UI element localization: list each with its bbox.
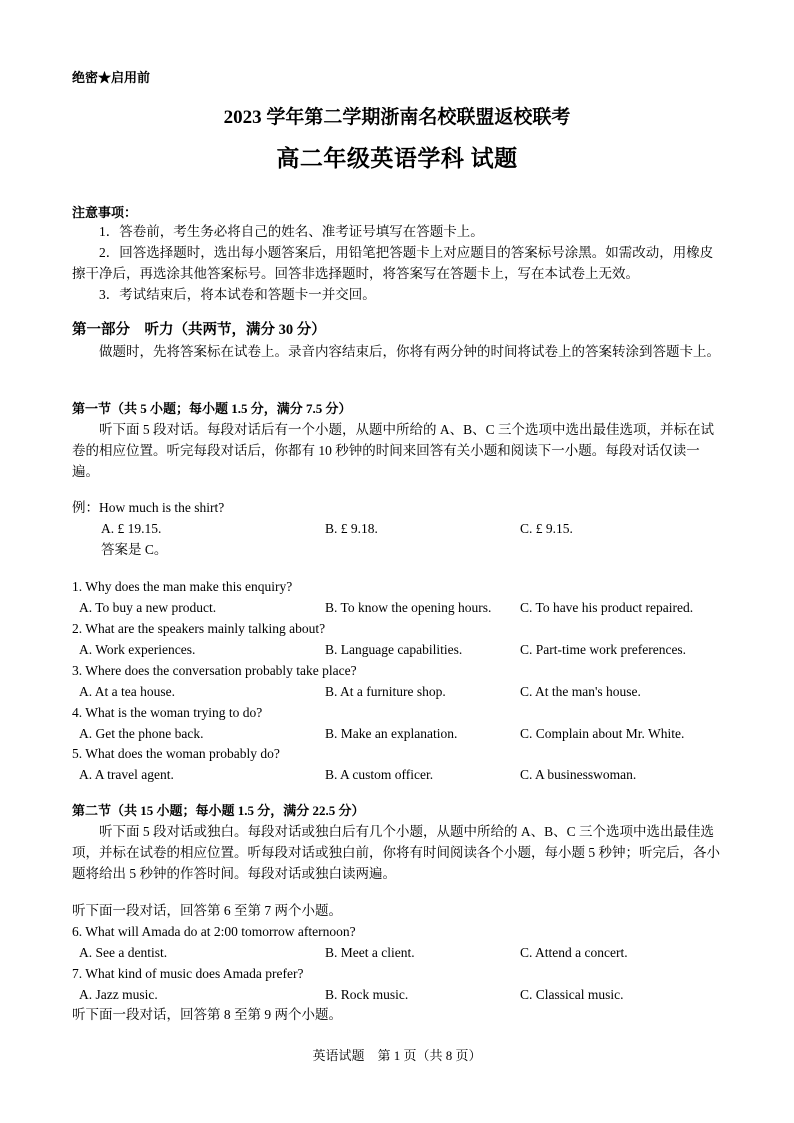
example-option-c: C. £ 9.15. bbox=[520, 521, 573, 536]
notes-heading: 注意事项： bbox=[72, 205, 138, 220]
question-3: 3. Where does the conversation probably take place? bbox=[72, 663, 357, 678]
exam-title: 2023 学年第二学期浙南名校联盟返校联考 bbox=[223, 107, 571, 128]
question-6-option-b: B. Meet a client. bbox=[325, 945, 415, 960]
example-option-a: A. £ 19.15. bbox=[101, 521, 162, 536]
section2-instruction: 听下面 5 段对话或独白。每段对话或独白后有几个小题，从题中所给的 A、B、C 三个选项中选出最佳选项，并标在试卷的相应位置。听每段对话或独白前，你将有时间阅读各个小题，每小题 5 秒钟；听完后，各小题将给出 5 秒钟的作答时间。每段对话或独白读两遍。 bbox=[72, 824, 720, 881]
question-1-option-c: C. To have his product repaired. bbox=[520, 600, 694, 615]
question-1: 1. Why does the man make this enquiry? bbox=[72, 579, 293, 594]
question-7-option-c: C. Classical music. bbox=[520, 987, 624, 1002]
notes-item-1: 1．答卷前，考生务必将自己的姓名、准考证号填写在答题卡上。 bbox=[99, 224, 484, 239]
question-3-option-c: C. At the man's house. bbox=[520, 684, 641, 699]
question-4: 4. What is the woman trying to do? bbox=[72, 705, 263, 720]
notes-item-3: 3．考试结束后，将本试卷和答题卡一并交回。 bbox=[99, 287, 376, 302]
question-7-option-a: A. Jazz music. bbox=[79, 987, 158, 1002]
example-question: 例：How much is the shirt? bbox=[72, 500, 225, 515]
question-6: 6. What will Amada do at 2:00 tomorrow afternoon? bbox=[72, 924, 356, 939]
part1-instruction: 做题时，先将答案标在试卷上。录音内容结束后，你将有两分钟的时间将试卷上的答案转涂到答题卡上。 bbox=[99, 344, 720, 359]
section1-heading: 第一节（共 5 小题；每小题 1.5 分，满分 7.5 分） bbox=[72, 401, 352, 416]
group2-lead: 听下面一段对话，回答第 8 至第 9 两个小题。 bbox=[72, 1007, 342, 1022]
question-2: 2. What are the speakers mainly talking about? bbox=[72, 621, 326, 636]
question-1-option-a: A. To buy a new product. bbox=[79, 600, 217, 615]
question-2-option-b: B. Language capabilities. bbox=[325, 642, 463, 657]
section1-instruction: 听下面 5 段对话。每段对话后有一个小题，从题中所给的 A、B、C 三个选项中选出最佳选项，并标在试卷的相应位置。听完每段对话后，你都有 10 秒钟的时间来回答有关小题和阅读下一小题。每段对话仅读一遍。 bbox=[72, 422, 715, 479]
section2-heading: 第二节（共 15 小题；每小题 1.5 分，满分 22.5 分） bbox=[72, 803, 365, 818]
part1-heading: 第一部分 听力（共两节，满分 30 分） bbox=[72, 322, 326, 338]
question-2-option-a: A. Work experiences. bbox=[79, 642, 196, 657]
group1-lead: 听下面一段对话，回答第 6 至第 7 两个小题。 bbox=[72, 903, 342, 918]
question-7-option-b: B. Rock music. bbox=[325, 987, 409, 1002]
notes-item-2: 2．回答选择题时，选出每小题答案后，用铅笔把答题卡上对应题目的答案标号涂黑。如需改动，用橡皮擦干净后，再选涂其他答案标号。回答非选择题时，将答案写在答题卡上，写在本试卷上无效。 bbox=[72, 245, 714, 281]
question-6-option-a: A. See a dentist. bbox=[79, 945, 168, 960]
question-1-option-b: B. To know the opening hours. bbox=[325, 600, 492, 615]
question-4-option-c: C. Complain about Mr. White. bbox=[520, 726, 685, 741]
secret-label: 绝密★启用前 bbox=[72, 70, 151, 85]
question-4-option-a: A. Get the phone back. bbox=[79, 726, 204, 741]
paper-title: 高二年级英语学科 试题 bbox=[276, 146, 518, 171]
question-6-option-c: C. Attend a concert. bbox=[520, 945, 628, 960]
page-footer: 英语试题 第 1 页（共 8 页） bbox=[312, 1048, 482, 1063]
question-4-option-b: B. Make an explanation. bbox=[325, 726, 458, 741]
question-7: 7. What kind of music does Amada prefer? bbox=[72, 966, 304, 981]
example-answer: 答案是 C。 bbox=[101, 542, 168, 557]
question-5-option-b: B. A custom officer. bbox=[325, 767, 434, 782]
example-option-b: B. £ 9.18. bbox=[325, 521, 378, 536]
question-5-option-a: A. A travel agent. bbox=[79, 767, 174, 782]
question-5: 5. What does the woman probably do? bbox=[72, 746, 280, 761]
question-3-option-b: B. At a furniture shop. bbox=[325, 684, 446, 699]
question-2-option-c: C. Part-time work preferences. bbox=[520, 642, 687, 657]
question-3-option-a: A. At a tea house. bbox=[79, 684, 175, 699]
question-5-option-c: C. A businesswoman. bbox=[520, 767, 637, 782]
